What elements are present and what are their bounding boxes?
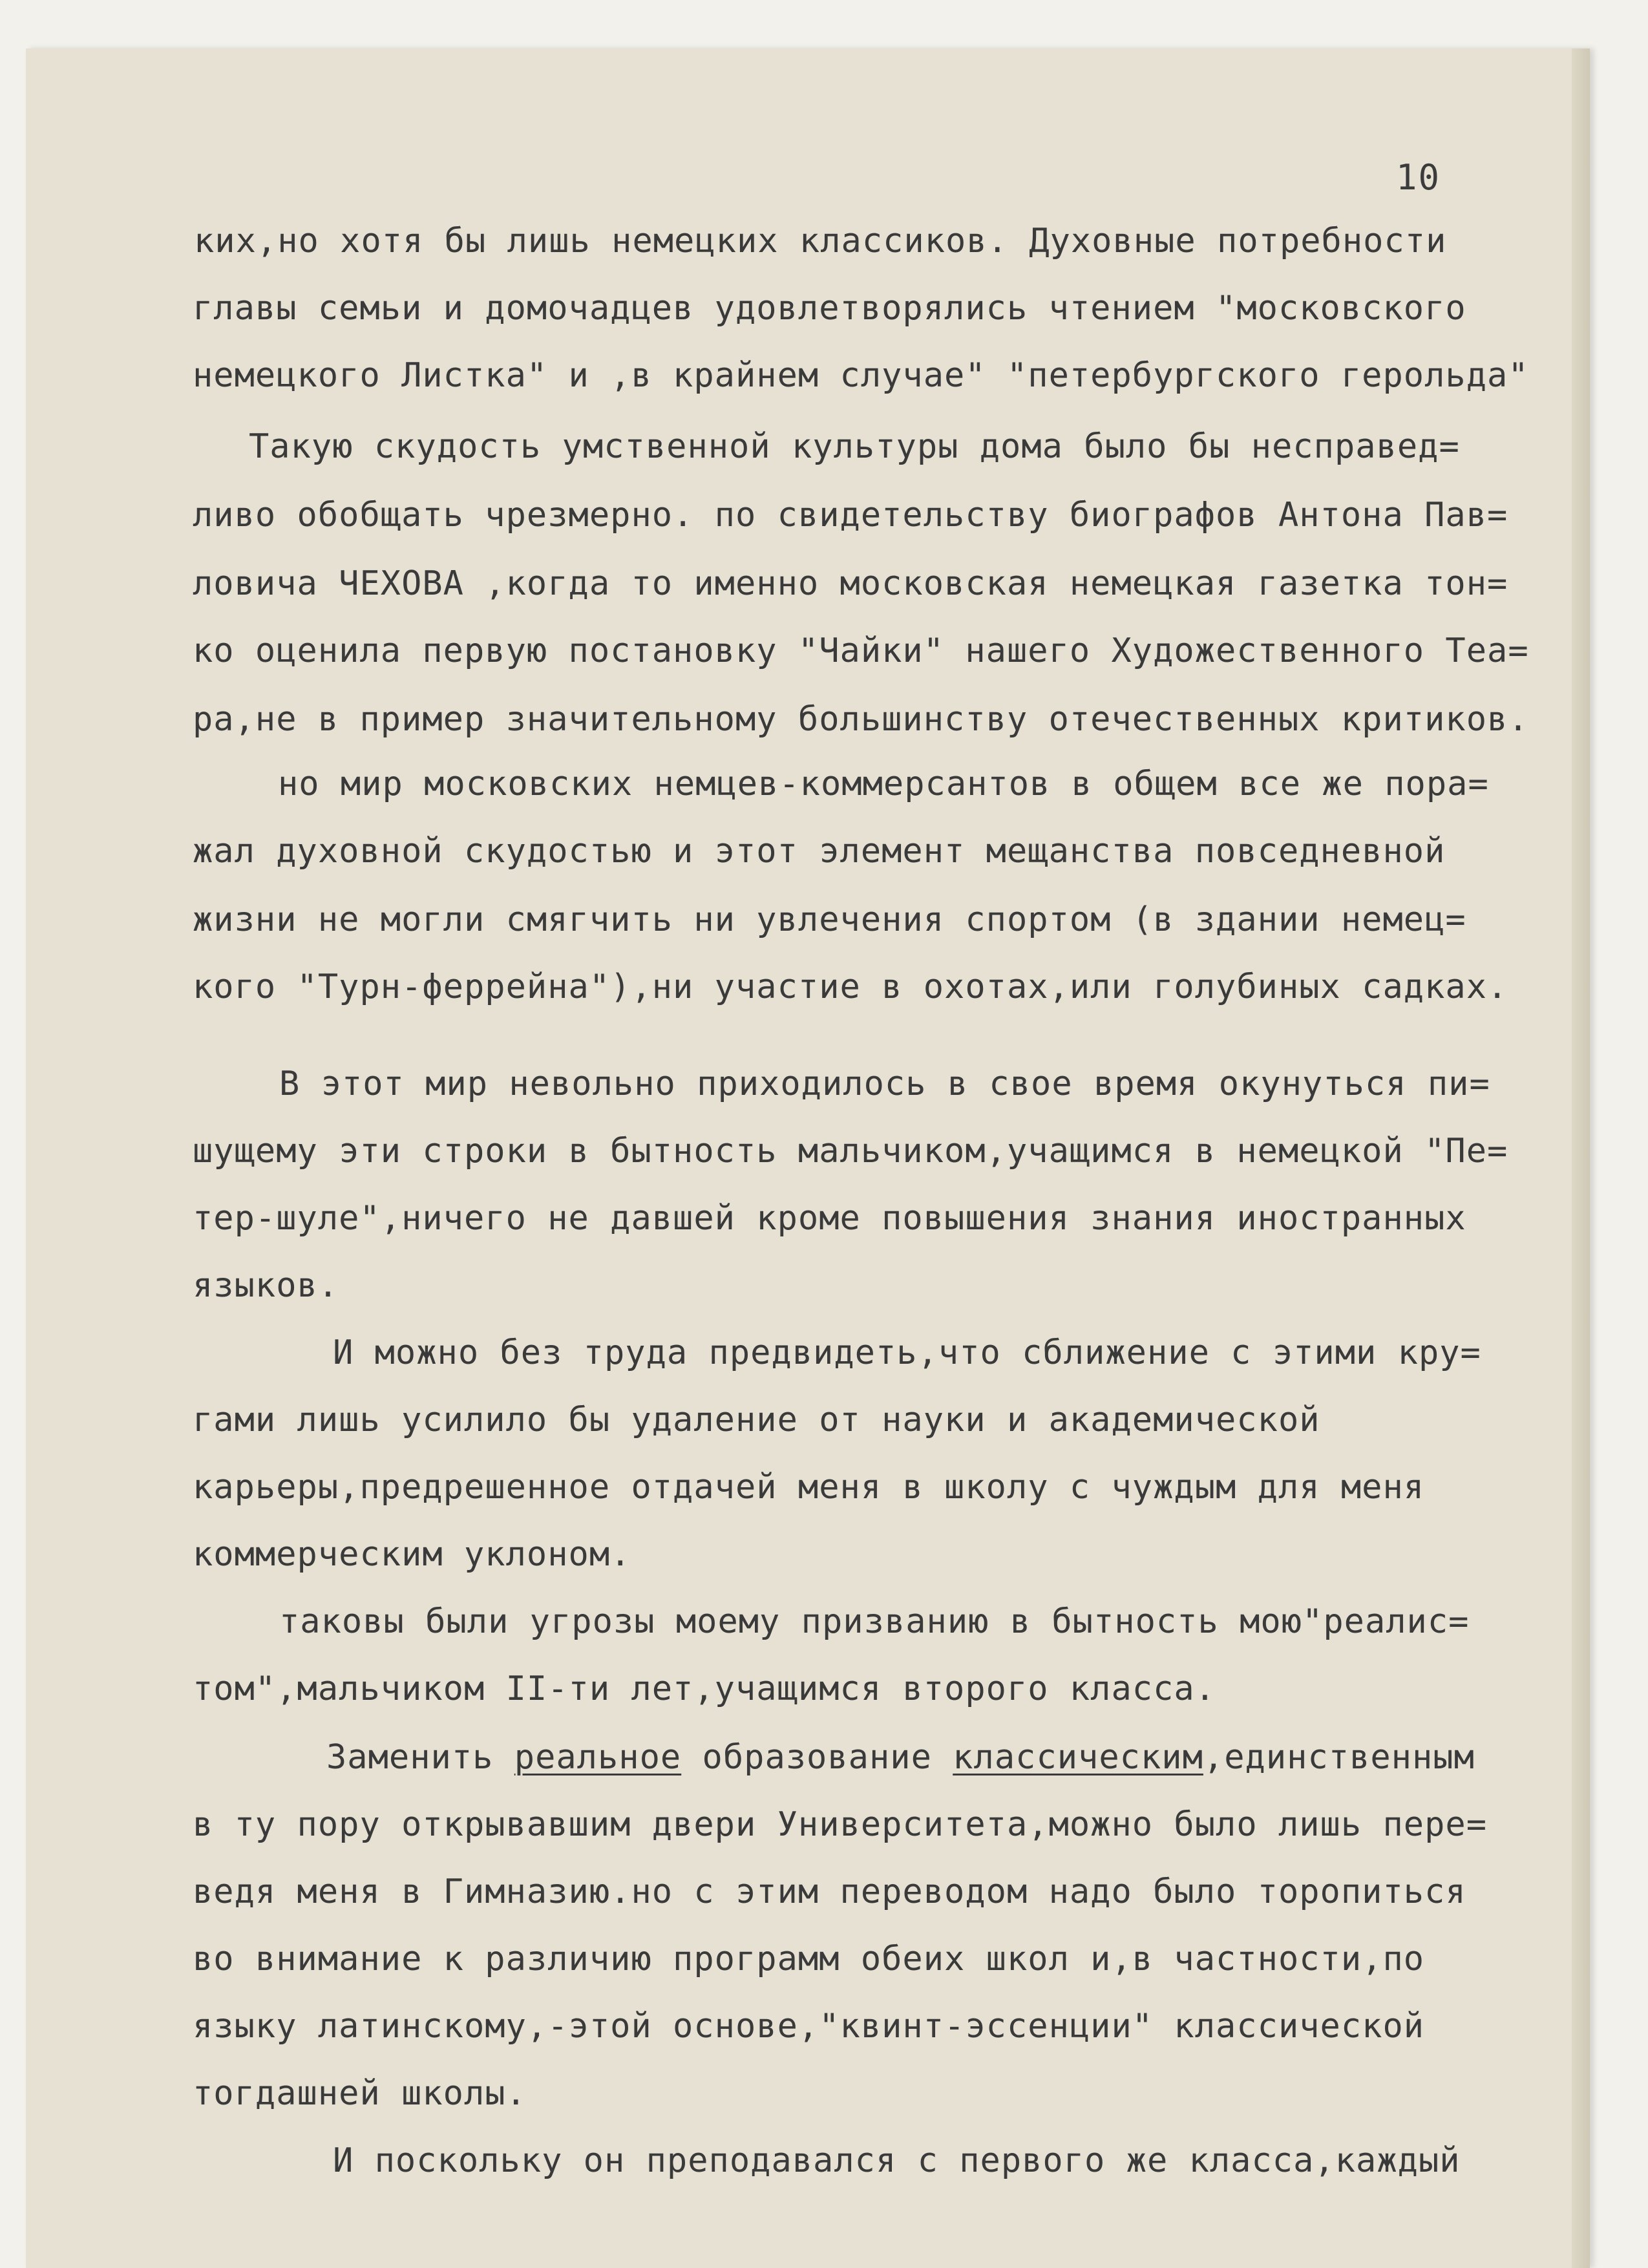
text-line: гами лишь усилило бы удаление от науки и академической [193, 1401, 1320, 1439]
text-line: таковы были угрозы моему призванию в бытность мою"реалис= [279, 1602, 1470, 1641]
text-line: ловича ЧЕХОВА ,когда то именно московская немецкая газетка тон= [193, 564, 1508, 603]
text-line: ведя меня в Гимназию.но с этим переводом надо было торопиться [193, 1872, 1466, 1911]
text-line: ливо обобщать чрезмерно. по свидетельству биографов Антона Пав= [193, 496, 1508, 535]
text-line: В этот мир невольно приходилось в свое время окунуться пи= [279, 1065, 1490, 1103]
text-line: том",мальчиком II-ти лет,учащимся второго класса. [193, 1669, 1216, 1708]
text-line: языку латинскому,-этой основе,"квинт-эссенции" классической [193, 2007, 1425, 2046]
text-line: коммерческим уклоном. [193, 1535, 631, 1574]
text-line: карьеры,предрешенное отдачей меня в школу с чуждым для меня [193, 1468, 1425, 1507]
text-line: в ту пору открывавшим двери Университета,можно было лишь пере= [193, 1805, 1488, 1844]
text-line-underlined-words [326, 1738, 1475, 1777]
text-line: немецкого Листка" и ,в крайнем случае" "петербургского герольда" [193, 356, 1529, 395]
underlined-word: классическим [953, 1738, 1203, 1777]
text-line: ких,но хотя бы лишь немецких классиков. Духовные потребности [194, 222, 1447, 260]
text-segment: ,единственным [1203, 1738, 1475, 1777]
text-line: шущему эти строки в бытность мальчиком,учащимся в немецкой "Пе= [193, 1132, 1508, 1171]
text-line: тогдашней школы. [193, 2074, 527, 2113]
text-segment: образование [681, 1738, 953, 1777]
text-line: кого "Турн-феррейна"),ни участие в охотах,или голубиных садках. [193, 968, 1508, 1006]
text-line: жизни не могли смягчить ни увлечения спортом (в здании немец= [193, 900, 1466, 939]
text-line: но мир московских немцев-коммерсантов в общем все же пора= [278, 765, 1489, 803]
underlined-word: реальное [514, 1738, 682, 1777]
text-line: главы семьи и домочадцев удовлетворялись чтением "московского [193, 289, 1466, 328]
paper-edge [1572, 48, 1590, 2268]
text-segment: Заменить [326, 1738, 514, 1777]
text-line: И поскольку он преподавался с первого же класса,каждый [333, 2141, 1461, 2180]
text-line: языков. [193, 1266, 339, 1305]
text-line: И можно без труда предвидеть,что сближение с этими кру= [333, 1333, 1481, 1372]
text-line: жал духовной скудостью и этот элемент мещанства повседневной [193, 832, 1446, 871]
page-number: 10 [1396, 157, 1441, 198]
text-line: во внимание к различию программ обеих школ и,в частности,по [193, 1940, 1425, 1978]
text-line: Такую скудость умственной культуры дома было бы несправед= [249, 427, 1460, 466]
typewritten-page [26, 48, 1590, 2268]
text-line: тер-шуле",ничего не давшей кроме повышения знания иностранных [193, 1199, 1466, 1238]
text-line: ко оценила первую постановку "Чайки" нашего Художественного Теа= [193, 631, 1529, 670]
text-line: ра,не в пример значительному большинству отечественных критиков. [193, 700, 1529, 739]
